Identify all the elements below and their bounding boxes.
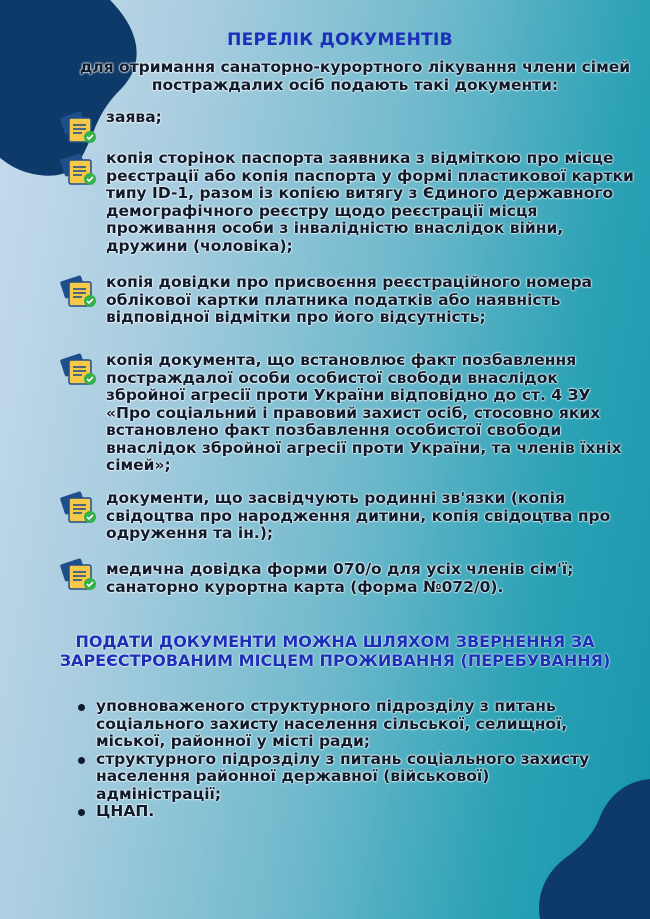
document-item bbox=[60, 272, 640, 332]
list-item-text: уповноваженого структурного підрозділу з питань соціального захисту населення сільської, селищної, міської, районної у місті ради; bbox=[96, 697, 568, 750]
list-item bbox=[74, 698, 594, 751]
document-item-text: заява; bbox=[106, 108, 162, 126]
document-check-icon bbox=[60, 272, 100, 310]
submit-section-heading: ПОДАТИ ДОКУМЕНТИ МОЖНА ШЛЯХОМ ЗВЕРНЕННЯ ЗА ЗАРЕЄСТРОВАНИМ МІСЦЕМ ПРОЖИВАННЯ (ПЕРЕБУВАННЯ) bbox=[59, 632, 611, 670]
submit-places-list bbox=[74, 698, 594, 821]
list-item-text: структурного підрозділу з питань соціального захисту населення районної державної (військової) адміністрації; bbox=[96, 749, 590, 803]
document-check-icon bbox=[60, 350, 100, 388]
document-check-icon bbox=[60, 555, 100, 593]
list-item bbox=[74, 803, 594, 821]
bullet-icon bbox=[78, 809, 85, 816]
bullet-icon bbox=[78, 757, 85, 764]
document-item bbox=[60, 350, 640, 480]
page-subtitle: для отримання санаторно-курортного лікування члени сімей постраждалих осіб подають такі документи: bbox=[79, 58, 631, 94]
document-item-text: копія сторінок паспорта заявника з відміткою про місце реєстрації або копія паспорта у формі пластикової картки типу ID-1, разом із копією витягу з Єдиного державного демографічного реєстру щодо реєстрації місця проживання особи з інвалідністю внаслідок війни, дружини (чоловіка); bbox=[106, 149, 634, 255]
document-item-text: копія довідки про присвоєння реєстраційного номера облікової картки платника податків або наявність відповідної відмітки про його відсутність; bbox=[106, 273, 593, 326]
bullet-icon bbox=[78, 704, 85, 711]
document-item bbox=[60, 555, 640, 605]
document-item-text: медична довідка форми 070/о для усіх членів сім'ї; санаторно курортна карта (форма №072/0). bbox=[106, 560, 574, 596]
document-item-text: документи, що засвідчують родинні зв'язки (копія свідоцтва про народження дитини, копія свідоцтва про одруження та ін.); bbox=[106, 489, 611, 542]
document-item bbox=[60, 150, 640, 260]
document-check-icon bbox=[60, 150, 100, 188]
document-item bbox=[60, 108, 640, 148]
page-title: ПЕРЕЛІК ДОКУМЕНТІВ bbox=[227, 30, 453, 50]
document-check-icon bbox=[60, 108, 100, 146]
document-check-icon bbox=[60, 488, 100, 526]
list-item bbox=[74, 751, 594, 804]
document-item-text: копія документа, що встановлює факт позбавлення постраждалої особи особистої свободи внаслідок збройної агресії проти України відповідно до ст. 4 ЗУ «Про соціальний і правовий захист осіб, стосовно яких встановлено факт позбавлення особистої свободи внаслідок збройної агресії проти України, та членів їхніх сімей»; bbox=[106, 351, 622, 474]
list-item-text: ЦНАП. bbox=[96, 802, 155, 820]
document-item bbox=[60, 488, 640, 548]
